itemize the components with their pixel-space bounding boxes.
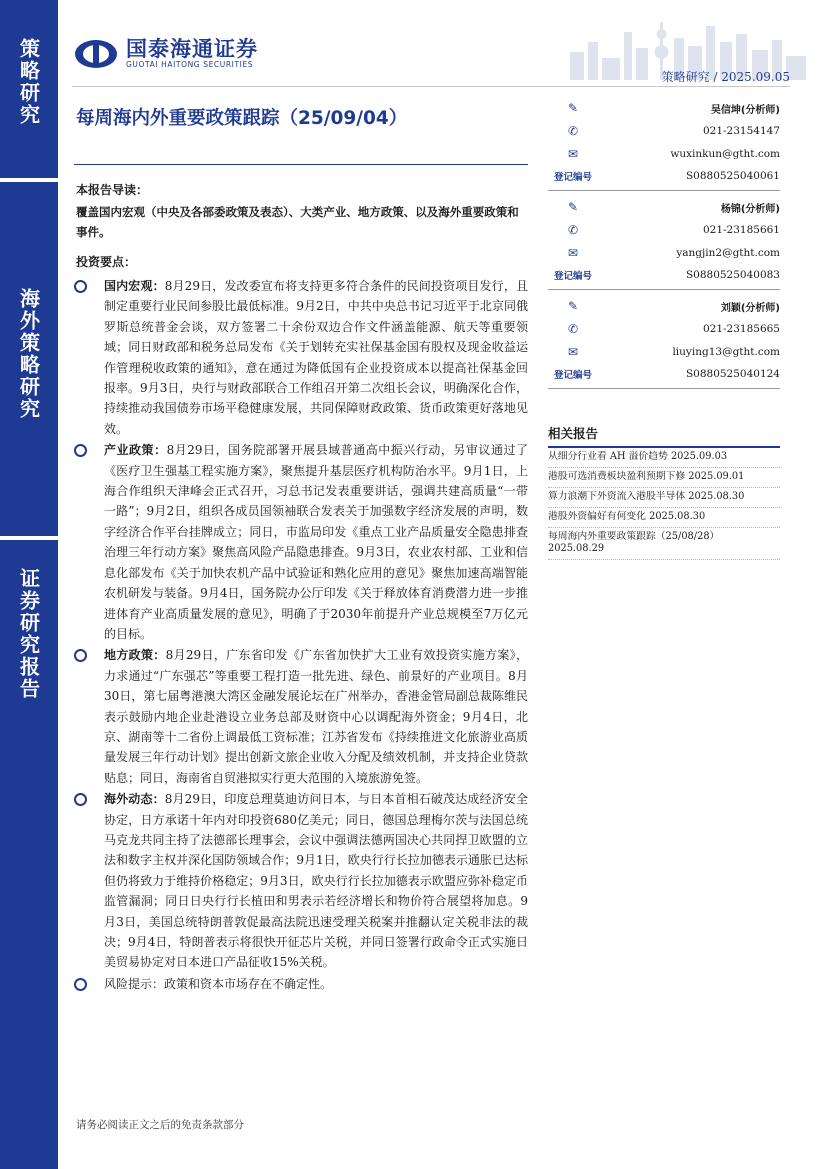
point-label: 海外动态：: [104, 792, 165, 807]
related-report-date: 2025.08.30: [688, 491, 745, 502]
email-icon: ✉: [568, 246, 579, 260]
analyst-person-icon: ✎: [568, 200, 579, 214]
related-reports-heading: 相关报告: [548, 424, 780, 448]
guide-body: 覆盖国内宏观（中央及各部委政策及表态）、大类产业、地方政策、以及海外重要政策和事件。: [76, 205, 519, 239]
point-text: 8月29日，印度总理莫迪访问日本，与日本首相石破茂达成经济安全协定，日方承诺十年内对印投资680亿美元；同日，德国总理梅尔茨与法国总统马克龙共同主持了法德部长理事会，会议中强调法德两国决心共同捍卫欧盟的立法和数字主权并深化国防领域合作；9月1日，欧央行行长拉加德表示通胀已达标但仍将致力于维持价格稳定；9月3日，欧央行行长拉加德表示欧盟应弥补稳定币监管漏洞；同日日央行行长植田和男表示若经济增长和物价符合展望将加息。9月3日，美国总统特朗普敦促最高法院迅速受理关税案并推翻认定关税非法的裁决；9月4日，特朗普表示将很快开征芯片关税，并同日签署行政命令正式实施日美贸易协定对日本进口产品征收15%关税。: [104, 792, 528, 970]
bullet-circle-icon: [74, 793, 87, 806]
sidebar-label-report: 证券研究报告: [16, 568, 41, 700]
point-text: 8月29日，发改委宣布将支持更多符合条件的民间投资项目发行，且制定重要行业民间参股比最低标准。9月2日，中共中央总书记习近平于北京同俄罗斯总统普金会谈，双方签署二十余份双边合作文件涵盖能源、航天等重要领域；同日财政部和税务总局发布《关于划转充实社保基金国有股权及现金收益运作管理税收政策的通知》，意在通过为降低国有企业投资成本以提高社保基金回报率。9月3日，央行与财政部联合工作组召开第二次组长会议，明确深化合作，持续推动我国债券市场平稳健康发展，共同保障财政政策、货币政策更好落地见效。: [104, 279, 528, 436]
analyst-card: [548, 197, 780, 290]
analyst-phone: 021-23185665: [702, 323, 780, 335]
analyst-email[interactable]: wuxinkun@gtht.com: [670, 148, 780, 160]
header-date: 2025.09.05: [721, 70, 790, 84]
point-item-industry: [76, 440, 528, 644]
related-report-date: 2025.08.29: [548, 543, 605, 554]
brand-name-en: GUOTAI HAITONG SECURITIES: [126, 60, 254, 69]
registration-label: 登记编号: [554, 172, 593, 183]
point-item-risk: [76, 974, 528, 994]
point-label: 国内宏观：: [104, 279, 165, 293]
analyst-phone: 021-23185661: [702, 224, 780, 236]
main-content: [76, 180, 528, 995]
point-item-macro: [76, 276, 528, 439]
analyst-name: 刘颖(分析师): [720, 302, 780, 314]
header-divider: [72, 86, 790, 87]
sidebar: [0, 0, 58, 1169]
bullet-circle-icon: [74, 280, 87, 293]
analyst-card: [548, 98, 780, 191]
analyst-registration: S0880525040083: [685, 269, 780, 281]
header-meta: [662, 68, 790, 85]
bullet-circle-icon: [74, 978, 87, 991]
point-text: 8月29日，国务院部署开展县域普通高中振兴行动，另审议通过了《医疗卫生强基工程实施方案》，聚焦提升基层医疗机构防治水平。9月1日，上海合作组织天津峰会正式召开，习总书记发表重要讲话，强调共建高质量“一带一路”；9月2日，组织各成员国领袖联合发表关于加强数字经济发展的声明，数字经济合作平台挂牌成立；同日，市监局印发《重点工业产品质量安全隐患排查治理三年行动方案》聚焦高风险产品隐患排查。9月3日，农业农村部、工业和信息化部发布《关于加快农机产品中试验证和熟化应用的意见》聚焦加速高端智能农机研发与装备。9月4日，国务院办公厅印发《关于释放体育消费潜力进一步推进体育产业高质量发展的意见》，明确了于2030年前提升产业总规模至7万亿元的目标。: [104, 443, 528, 641]
phone-icon: ✆: [568, 223, 579, 237]
point-item-overseas: [76, 789, 528, 973]
analyst-registration: S0880525040061: [685, 170, 780, 182]
related-report-title: 从细分行业看 AH 溢价趋势: [548, 451, 668, 462]
disclaimer-footer: 请务必阅读正文之后的免责条款部分: [76, 1119, 244, 1131]
sidebar-label-strategy: 策略研究: [16, 38, 41, 126]
related-report-item[interactable]: [548, 508, 780, 528]
bullet-circle-icon: [74, 444, 87, 457]
brand-mark-icon: [74, 39, 118, 69]
sidebar-block-strategy: [0, 0, 58, 178]
header-category: 策略研究: [661, 70, 710, 84]
phone-icon: ✆: [568, 124, 579, 138]
email-icon: ✉: [568, 345, 579, 359]
related-report-date: 2025.08.30: [649, 511, 706, 522]
registration-label: 登记编号: [554, 271, 593, 282]
related-report-title: 算力浪潮下外资流入港股半导体: [548, 491, 686, 502]
registration-label: 登记编号: [554, 370, 593, 381]
page-title: 每周海内外重要政策跟踪（25/09/04）: [76, 108, 408, 129]
point-item-local: [76, 645, 528, 788]
analyst-registration: S0880525040124: [685, 368, 780, 380]
sidebar-block-overseas: [0, 182, 58, 536]
related-report-item[interactable]: [548, 468, 780, 488]
bullet-circle-icon: [74, 649, 87, 662]
sidebar-label-overseas: 海外策略研究: [16, 288, 41, 420]
point-text: 风险提示：政策和资本市场存在不确定性。: [104, 976, 333, 991]
title-divider: [74, 164, 528, 165]
related-report-item[interactable]: [548, 448, 780, 468]
related-report-date: 2025.09.03: [670, 451, 728, 462]
analyst-panel: [548, 98, 780, 395]
related-reports-list: [548, 448, 780, 560]
analyst-name: 吴信坤(分析师): [710, 104, 780, 116]
analyst-email[interactable]: liuying13@gtht.com: [672, 346, 780, 358]
related-report-item[interactable]: [548, 488, 780, 508]
points-heading: 投资要点：: [76, 255, 137, 269]
analyst-name: 杨锦(分析师): [720, 203, 780, 215]
analyst-person-icon: ✎: [568, 299, 579, 313]
phone-icon: ✆: [568, 322, 579, 336]
guide-heading: 本报告导读：: [76, 183, 149, 197]
point-label: 产业政策：: [104, 443, 167, 458]
related-report-item[interactable]: [548, 528, 780, 560]
analyst-email[interactable]: yangjin2@gtht.com: [676, 247, 780, 259]
point-label: 地方政策：: [104, 648, 166, 663]
related-report-title: 港股可选消费板块盈利预期下修: [548, 471, 686, 482]
related-report-date: 2025.09.01: [688, 471, 745, 482]
brand-name-cn: 国泰海通证券: [126, 37, 258, 61]
analyst-card: [548, 296, 780, 389]
email-icon: ✉: [568, 147, 579, 161]
sidebar-block-report: [0, 540, 58, 1169]
analyst-phone: 021-23154147: [702, 125, 780, 137]
brand-logo: [74, 38, 258, 69]
related-report-title: 港股外资偏好有何变化: [548, 511, 646, 522]
analyst-person-icon: ✎: [568, 101, 579, 115]
related-report-title: 每周海内外重要政策跟踪（25/08/28）: [548, 531, 720, 542]
point-text: 8月29日，广东省印发《广东省加快扩大工业有效投资实施方案》，力求通过“广东强芯”等重要工程打造一批先进、绿色、前景好的产业项目。8月30日，第七届粤港澳大湾区金融发展论坛在广州举办，香港金管局副总裁陈维民表示鼓励内地企业赴港设立业务总部及财资中心以调配海外资金；9月4日，北京、湖南等十二省份上调最低工资标准；江苏省发布《持续推进文化旅游业高质量发展三年行动计划》提出创新文旅企业收入分配及绩效机制，并支持企业贷款贴息；同日，海南省自贸港拟实行更大范围的入境旅游免签。: [104, 648, 528, 785]
header-separator: /: [713, 70, 722, 84]
